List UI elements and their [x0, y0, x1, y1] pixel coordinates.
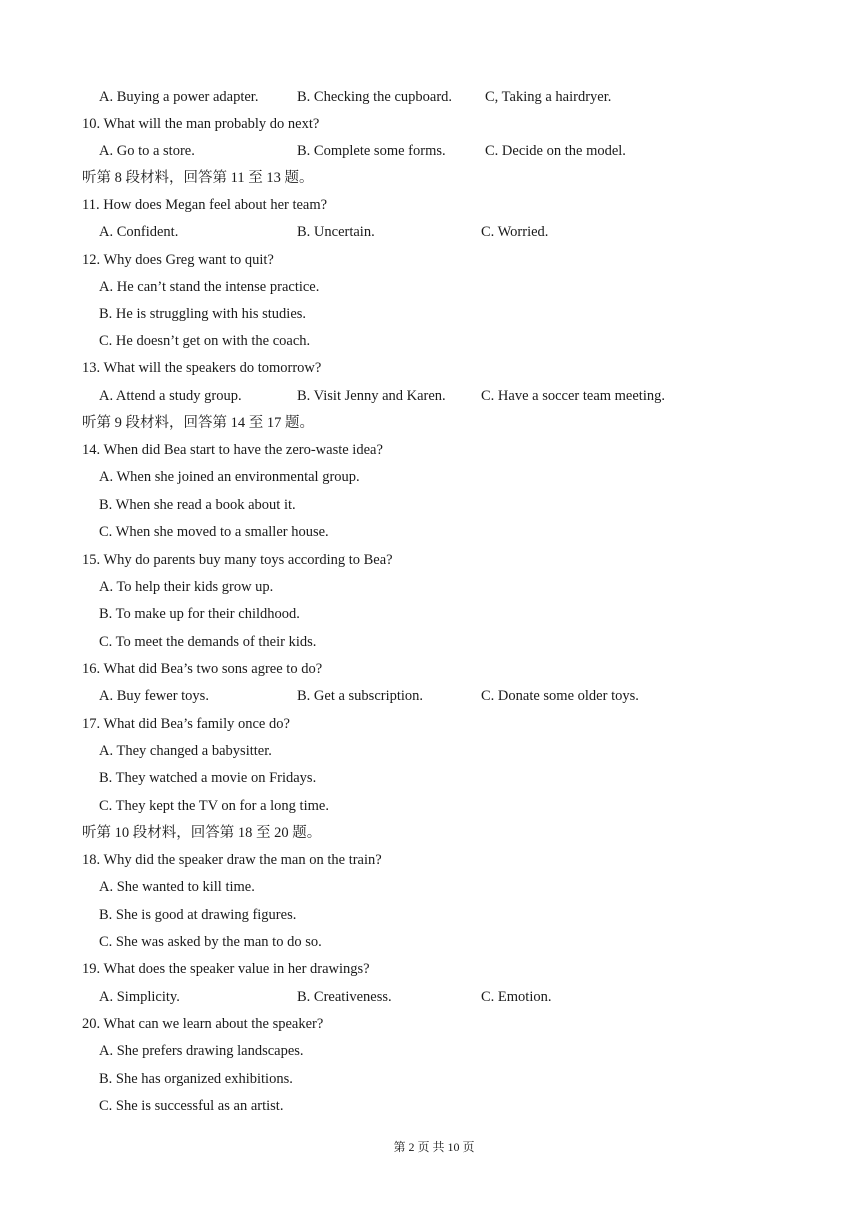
q18-option-a: A. She wanted to kill time.	[99, 879, 255, 895]
q14-option-a: A. When she joined an environmental group.	[99, 469, 360, 485]
question-17: 17. What did Bea’s family once do?	[82, 716, 290, 732]
q18-option-b: B. She is good at drawing figures.	[99, 907, 297, 923]
q18-option-c: C. She was asked by the man to do so.	[99, 934, 322, 950]
question-11: 11. How does Megan feel about her team?	[82, 197, 328, 213]
q11-option-a: A. Confident.	[99, 224, 179, 240]
q19-option-c: C. Emotion.	[481, 989, 552, 1005]
q11-option-b: B. Uncertain.	[297, 224, 375, 240]
q12-option-c: C. He doesn’t get on with the coach.	[99, 333, 311, 349]
question-14: 14. When did Bea start to have the zero-waste idea?	[82, 442, 383, 458]
question-12: 12. Why does Greg want to quit?	[82, 252, 274, 268]
q9-option-c: C, Taking a hairdryer.	[485, 89, 612, 105]
q11-option-c: C. Worried.	[481, 224, 549, 240]
q13-option-a: A. Attend a study group.	[99, 388, 242, 404]
q15-option-c: C. To meet the demands of their kids.	[99, 634, 317, 650]
q16-option-b: B. Get a subscription.	[297, 688, 424, 704]
question-13: 13. What will the speakers do tomorrow?	[82, 360, 322, 376]
q12-option-b: B. He is struggling with his studies.	[99, 306, 307, 322]
q14-option-b: B. When she read a book about it.	[99, 497, 296, 513]
section-10-heading: 听第 10 段材料，回答第 18 至 20 题。	[82, 825, 322, 841]
q10-option-a: A. Go to a store.	[99, 143, 195, 159]
q9-option-a: A. Buying a power adapter.	[99, 89, 259, 105]
q20-option-a: A. She prefers drawing landscapes.	[99, 1043, 304, 1059]
q13-option-b: B. Visit Jenny and Karen.	[297, 388, 446, 404]
page-footer: 第 2 页 共 10 页	[393, 1140, 475, 1154]
q19-option-b: B. Creativeness.	[297, 989, 392, 1005]
question-18: 18. Why did the speaker draw the man on the train?	[82, 852, 382, 868]
q14-option-c: C. When she moved to a smaller house.	[99, 524, 329, 540]
q20-option-c: C. She is successful as an artist.	[99, 1098, 284, 1114]
section-8-heading: 听第 8 段材料，回答第 11 至 13 题。	[82, 170, 314, 186]
q20-option-b: B. She has organized exhibitions.	[99, 1071, 293, 1087]
question-10: 10. What will the man probably do next?	[82, 116, 320, 132]
q17-option-b: B. They watched a movie on Fridays.	[99, 770, 317, 786]
question-15: 15. Why do parents buy many toys according to Bea?	[82, 552, 393, 568]
q17-option-a: A. They changed a babysitter.	[99, 743, 272, 759]
question-16: 16. What did Bea’s two sons agree to do?	[82, 661, 323, 677]
q15-option-a: A. To help their kids grow up.	[99, 579, 274, 595]
section-9-heading: 听第 9 段材料，回答第 14 至 17 题。	[82, 415, 314, 431]
question-20: 20. What can we learn about the speaker?	[82, 1016, 324, 1032]
q10-option-c: C. Decide on the model.	[485, 143, 626, 159]
q16-option-a: A. Buy fewer toys.	[99, 688, 209, 704]
q15-option-b: B. To make up for their childhood.	[99, 606, 300, 622]
q16-option-c: C. Donate some older toys.	[481, 688, 639, 704]
q19-option-a: A. Simplicity.	[99, 989, 180, 1005]
q17-option-c: C. They kept the TV on for a long time.	[99, 798, 329, 814]
question-19: 19. What does the speaker value in her drawings?	[82, 961, 370, 977]
q13-option-c: C. Have a soccer team meeting.	[481, 388, 665, 404]
q9-option-b: B. Checking the cupboard.	[297, 89, 453, 105]
q10-option-b: B. Complete some forms.	[297, 143, 446, 159]
q12-option-a: A. He can’t stand the intense practice.	[99, 279, 320, 295]
